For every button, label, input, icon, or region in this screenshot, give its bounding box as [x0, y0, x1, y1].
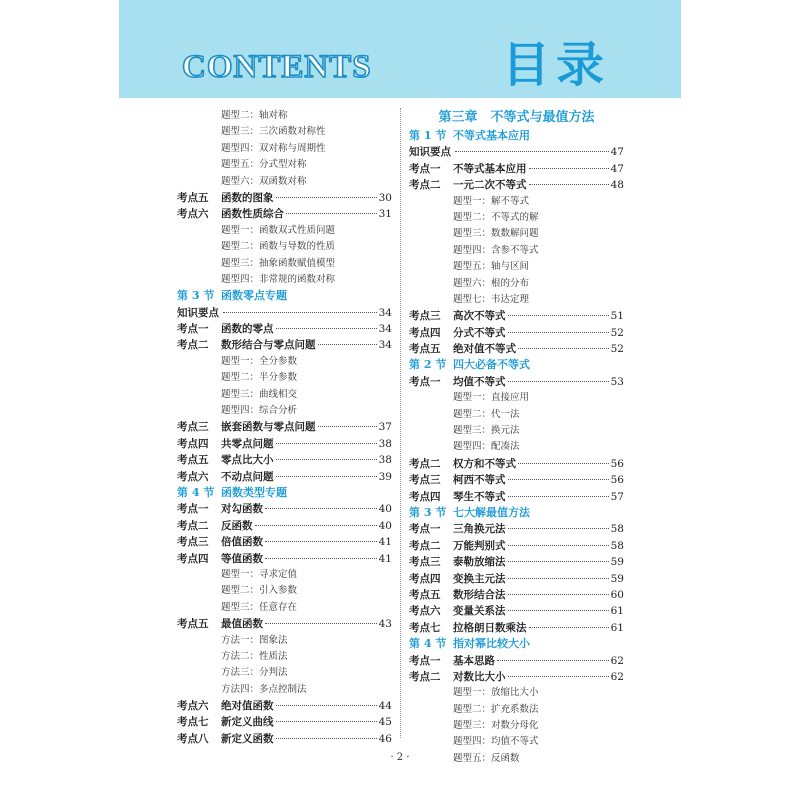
- entry-title: 绝对值不等式: [453, 343, 516, 356]
- entry-page-number: 53: [610, 375, 624, 388]
- entry-title: 泰勒放缩法: [453, 556, 506, 569]
- dot-leader: [529, 184, 609, 185]
- entry-code: 考点四: [177, 552, 209, 565]
- dot-leader: [508, 561, 609, 562]
- entry-code: 考点二: [409, 670, 441, 683]
- dot-leader: [529, 627, 609, 628]
- toc-entry[interactable]: [409, 521, 624, 537]
- section-number: 第 4 节: [409, 637, 447, 651]
- entry-page-number: 59: [610, 556, 624, 569]
- entry-code: 考点一: [409, 162, 441, 175]
- entry-page-number: 39: [378, 470, 392, 483]
- toc-section-heading[interactable]: [177, 288, 392, 304]
- entry-title: 函数的图象: [221, 191, 274, 204]
- entry-code: 考点二: [409, 539, 441, 552]
- toc-subitem: 题型三：任意存在: [221, 601, 298, 613]
- entry-page-number: 43: [378, 618, 392, 631]
- entry-title: 分式不等式: [453, 326, 506, 339]
- entry-code: 考点二: [177, 519, 209, 532]
- toc-entry[interactable]: [409, 587, 624, 603]
- toc-entry[interactable]: [409, 669, 624, 685]
- toc-entry[interactable]: [177, 518, 392, 534]
- toc-subitem: 题型一：寻求定值: [221, 568, 298, 580]
- dot-leader: [508, 610, 609, 611]
- entry-title: 权方和不等式: [453, 457, 516, 470]
- dot-leader: [529, 168, 609, 169]
- toc-section-heading[interactable]: [409, 357, 624, 373]
- toc-entry[interactable]: [177, 436, 392, 452]
- entry-code: 考点四: [409, 572, 441, 585]
- toc-entry[interactable]: [409, 341, 624, 357]
- entry-code: 知识要点: [409, 146, 451, 159]
- entry-code: 考点七: [177, 716, 209, 729]
- toc-entry[interactable]: [409, 456, 624, 472]
- entry-page-number: 62: [610, 654, 624, 667]
- entry-page-number: 34: [378, 306, 392, 319]
- entry-page-number: 30: [378, 191, 392, 204]
- entry-code: 考点四: [409, 326, 441, 339]
- entry-code: 考点三: [409, 474, 441, 487]
- entry-page-number: 57: [610, 490, 624, 503]
- toc-subitem: 方法一：图象法: [221, 634, 288, 646]
- entry-code: 考点一: [409, 654, 441, 667]
- dot-leader: [508, 496, 609, 497]
- entry-title: 共零点问题: [221, 437, 274, 450]
- toc-entry[interactable]: [177, 321, 392, 337]
- entry-title: 均值不等式: [453, 375, 506, 388]
- entry-title: 嵌套函数与零点问题: [221, 421, 316, 434]
- entry-page-number: 48: [610, 179, 624, 192]
- entry-code: 考点三: [409, 556, 441, 569]
- column-divider: [400, 108, 402, 738]
- dot-leader: [276, 459, 377, 460]
- toc-subitem: 方法二：性质法: [221, 650, 288, 662]
- toc-entry[interactable]: [177, 452, 392, 468]
- toc-subitem: 题型三：对数分母化: [453, 720, 539, 732]
- dot-leader: [223, 312, 377, 313]
- entry-page-number: 40: [378, 503, 392, 516]
- dot-leader: [508, 315, 609, 316]
- toc-entry[interactable]: [409, 161, 624, 177]
- entry-page-number: 38: [378, 437, 392, 450]
- entry-page-number: 58: [610, 523, 624, 536]
- toc-subitem: 题型二：半分参数: [221, 372, 298, 384]
- toc-subitem: 题型五：轴与区间: [453, 261, 530, 273]
- entry-code: 考点五: [177, 618, 209, 631]
- entry-title: 数形结合法: [453, 588, 506, 601]
- dot-leader: [276, 738, 377, 739]
- entry-title: 等值函数: [221, 552, 263, 565]
- entry-code: 考点四: [409, 490, 441, 503]
- entry-code: 考点二: [409, 457, 441, 470]
- dot-leader: [265, 558, 377, 559]
- toc-entry[interactable]: [177, 698, 392, 714]
- entry-title: 新定义曲线: [221, 716, 274, 729]
- entry-page-number: 59: [610, 572, 624, 585]
- toc-section-heading[interactable]: [409, 505, 624, 521]
- toc-entry[interactable]: [409, 489, 624, 505]
- toc-subitem: 题型二：代一法: [453, 408, 520, 420]
- entry-page-number: 47: [610, 162, 624, 175]
- entry-title: 对勾函数: [221, 503, 263, 516]
- entry-code: 考点三: [409, 310, 441, 323]
- toc-section-heading[interactable]: [177, 485, 392, 501]
- toc-entry[interactable]: [409, 325, 624, 341]
- entry-page-number: 34: [378, 323, 392, 336]
- toc-subitem: 题型三：换元法: [453, 425, 520, 437]
- toc-subitem: 题型二：扩充系数法: [453, 703, 539, 715]
- toc-entry[interactable]: [177, 305, 392, 321]
- toc-entry[interactable]: [177, 419, 392, 435]
- entry-title: 反函数: [221, 519, 253, 532]
- entry-page-number: 58: [610, 539, 624, 552]
- toc-entry[interactable]: [409, 308, 624, 324]
- toc-subitem: 题型二：轴对称: [221, 110, 288, 121]
- toc-subitem: 题型一：解不等式: [453, 195, 530, 207]
- toc-entry[interactable]: [409, 603, 624, 619]
- toc-entry[interactable]: [177, 534, 392, 550]
- entry-title: 高次不等式: [453, 310, 506, 323]
- toc-column-right: [409, 108, 624, 767]
- entry-page-number: 38: [378, 454, 392, 467]
- entry-title: 绝对值函数: [221, 700, 274, 713]
- toc-subitem: 题型四：非常规的函数对称: [221, 273, 336, 285]
- toc-entry[interactable]: [177, 206, 392, 222]
- entry-code: 考点四: [177, 437, 209, 450]
- dot-leader: [508, 479, 609, 480]
- entry-page-number: 41: [378, 552, 392, 565]
- toc-subitem: 题型四：均值不等式: [453, 736, 539, 748]
- dot-leader: [508, 578, 609, 579]
- dot-leader: [318, 344, 377, 345]
- toc-subitem: 题型三：数数解问题: [453, 228, 539, 240]
- entry-title: 变量关系法: [453, 605, 506, 618]
- dot-leader: [508, 528, 609, 529]
- section-number: 第 3 节: [409, 505, 447, 519]
- toc-entry[interactable]: [177, 714, 392, 730]
- dot-leader: [508, 545, 609, 546]
- entry-title: 不等式基本应用: [453, 162, 527, 175]
- section-number: 第 4 节: [177, 485, 215, 499]
- dot-leader: [255, 525, 377, 526]
- toc-entry[interactable]: [409, 653, 624, 669]
- entry-title: 零点比大小: [221, 454, 274, 467]
- entry-code: 考点六: [177, 208, 209, 221]
- toc-entry[interactable]: [177, 551, 392, 567]
- header-banner: [119, 0, 681, 98]
- entry-title: 对数比大小: [453, 670, 506, 683]
- toc-subitem: 题型二：函数与导数的性质: [221, 241, 336, 253]
- entry-page-number: 45: [378, 716, 392, 729]
- entry-code: 考点一: [409, 523, 441, 536]
- entry-page-number: 61: [610, 605, 624, 618]
- entry-page-number: 34: [378, 339, 392, 352]
- entry-code: 考点一: [177, 323, 209, 336]
- toc-subitem: 题型二：不等式的解: [453, 211, 539, 223]
- toc-column-left: [177, 108, 392, 747]
- toc-subitem: 题型四：综合分析: [221, 405, 298, 417]
- toc-subitem: 题型四：配凑法: [453, 441, 520, 453]
- entry-page-number: 47: [610, 146, 624, 159]
- dot-leader: [265, 541, 377, 542]
- toc-chapter-heading[interactable]: 第三章 不等式与最值方法: [438, 110, 595, 125]
- toc-subitem: 题型四：双对称与周期性: [221, 142, 326, 154]
- dot-leader: [276, 443, 377, 444]
- toc-entry[interactable]: [177, 469, 392, 485]
- entry-code: 考点三: [177, 421, 209, 434]
- section-number: 第 2 节: [409, 358, 447, 372]
- dot-leader: [455, 151, 609, 152]
- entry-code: 考点五: [409, 588, 441, 601]
- dot-leader: [276, 197, 377, 198]
- toc-entry[interactable]: [409, 374, 624, 390]
- toc-subitem: 题型三：抽象函数赋值模型: [221, 257, 336, 269]
- dot-leader: [286, 213, 377, 214]
- toc-subitem: 题型五：反函数: [453, 752, 520, 764]
- dot-leader: [276, 476, 377, 477]
- dot-leader: [518, 348, 609, 349]
- toc-subitem: 题型三：三次函数对称性: [221, 126, 326, 138]
- dot-leader: [276, 705, 377, 706]
- page-number: · 2 ·: [390, 752, 410, 763]
- entry-page-number: 41: [378, 536, 392, 549]
- entry-code: 考点六: [177, 700, 209, 713]
- entry-code: 考点五: [177, 191, 209, 204]
- entry-code: 考点二: [177, 339, 209, 352]
- entry-code: 考点一: [177, 503, 209, 516]
- section-title: 函数零点专题: [221, 289, 287, 303]
- entry-title: 拉格朗日数乘法: [453, 621, 527, 634]
- entry-page-number: 62: [610, 670, 624, 683]
- dot-leader: [497, 660, 609, 661]
- toc-subitem: 题型一：全分参数: [221, 355, 298, 367]
- toc-subitem: 题型六：根的分布: [453, 277, 530, 289]
- dot-leader: [508, 594, 609, 595]
- toc-subitem: 题型三：曲线相交: [221, 388, 298, 400]
- toc-entry[interactable]: [409, 144, 624, 160]
- entry-page-number: 56: [610, 457, 624, 470]
- section-title: 四大必备不等式: [453, 358, 530, 372]
- toc-subitem: 题型五：分式型对称: [221, 159, 307, 171]
- entry-code: 知识要点: [177, 306, 219, 319]
- entry-title: 倍值函数: [221, 536, 263, 549]
- entry-code: 考点七: [409, 621, 441, 634]
- entry-title: 三角换元法: [453, 523, 506, 536]
- entry-title: 函数的零点: [221, 323, 274, 336]
- entry-page-number: 52: [610, 326, 624, 339]
- toc-entry[interactable]: [409, 620, 624, 636]
- entry-title: 万能判别式: [453, 539, 506, 552]
- entry-code: 考点三: [177, 536, 209, 549]
- section-number: 第 3 节: [177, 289, 215, 303]
- dot-leader: [265, 623, 377, 624]
- toc-entry[interactable]: [409, 177, 624, 193]
- entry-code: 考点二: [409, 179, 441, 192]
- toc-entry[interactable]: [177, 616, 392, 632]
- entry-page-number: 46: [378, 732, 392, 745]
- toc-section-heading[interactable]: [409, 128, 624, 144]
- dot-leader: [276, 328, 377, 329]
- toc-subitem: 题型一：直接应用: [453, 392, 530, 404]
- entry-title: 最值函数: [221, 618, 263, 631]
- page-title: 目录: [502, 37, 611, 93]
- toc-subitem: 题型一：函数双式性质问题: [221, 224, 336, 236]
- entry-title: 琴生不等式: [453, 490, 506, 503]
- entry-page-number: 44: [378, 700, 392, 713]
- dot-leader: [518, 463, 609, 464]
- section-title: 指对幂比较大小: [453, 637, 530, 651]
- entry-title: 函数性质综合: [221, 208, 284, 221]
- entry-code: 考点六: [409, 605, 441, 618]
- dot-leader: [508, 332, 609, 333]
- toc-subitem: 题型二：引入参数: [221, 585, 298, 597]
- toc-subitem: 方法四：多点控制法: [221, 683, 307, 695]
- toc-subitem: 题型四：含参不等式: [453, 244, 539, 256]
- toc-entry[interactable]: [177, 731, 392, 747]
- entry-page-number: 52: [610, 343, 624, 356]
- toc-subitem: 题型一：放缩比大小: [453, 687, 539, 699]
- dot-leader: [508, 676, 609, 677]
- entry-code: 考点八: [177, 732, 209, 745]
- toc-entry[interactable]: [177, 501, 392, 517]
- section-title: 函数类型专题: [221, 485, 287, 499]
- entry-title: 基本思路: [453, 654, 495, 667]
- dot-leader: [508, 381, 609, 382]
- toc-entry[interactable]: [409, 571, 624, 587]
- entry-title: 一元二次不等式: [453, 179, 527, 192]
- section-number: 第 1 节: [409, 129, 447, 142]
- section-title: 不等式基本应用: [453, 129, 530, 142]
- entry-title: 不动点问题: [221, 470, 274, 483]
- entry-page-number: 51: [610, 310, 624, 323]
- toc-subitem: 题型六：双函数对称: [221, 175, 307, 187]
- entry-code: 考点六: [177, 470, 209, 483]
- section-title: 七大解最值方法: [453, 505, 530, 519]
- dot-leader: [318, 426, 377, 427]
- toc-entry[interactable]: [409, 472, 624, 488]
- entry-title: 变换主元法: [453, 572, 506, 585]
- toc-entry[interactable]: [177, 337, 392, 353]
- entry-code: 考点五: [409, 343, 441, 356]
- entry-title: 柯西不等式: [453, 474, 506, 487]
- toc-entry[interactable]: [409, 538, 624, 554]
- entry-title: 数形结合与零点问题: [221, 339, 316, 352]
- entry-page-number: 61: [610, 621, 624, 634]
- entry-page-number: 31: [378, 208, 392, 221]
- toc-entry[interactable]: [409, 554, 624, 570]
- entry-page-number: 37: [378, 421, 392, 434]
- entry-page-number: 40: [378, 519, 392, 532]
- dot-leader: [276, 721, 377, 722]
- entry-title: 新定义函数: [221, 732, 274, 745]
- entry-code: 考点一: [409, 375, 441, 388]
- toc-subitem: 方法三：分判法: [221, 667, 288, 679]
- contents-heading: CONTENTS: [182, 49, 372, 85]
- entry-page-number: 60: [610, 588, 624, 601]
- entry-code: 考点五: [177, 454, 209, 467]
- entry-page-number: 56: [610, 474, 624, 487]
- toc-section-heading[interactable]: [409, 636, 624, 652]
- dot-leader: [265, 508, 377, 509]
- toc-entry[interactable]: [177, 190, 392, 206]
- toc-subitem: 题型七：韦达定理: [453, 293, 530, 305]
